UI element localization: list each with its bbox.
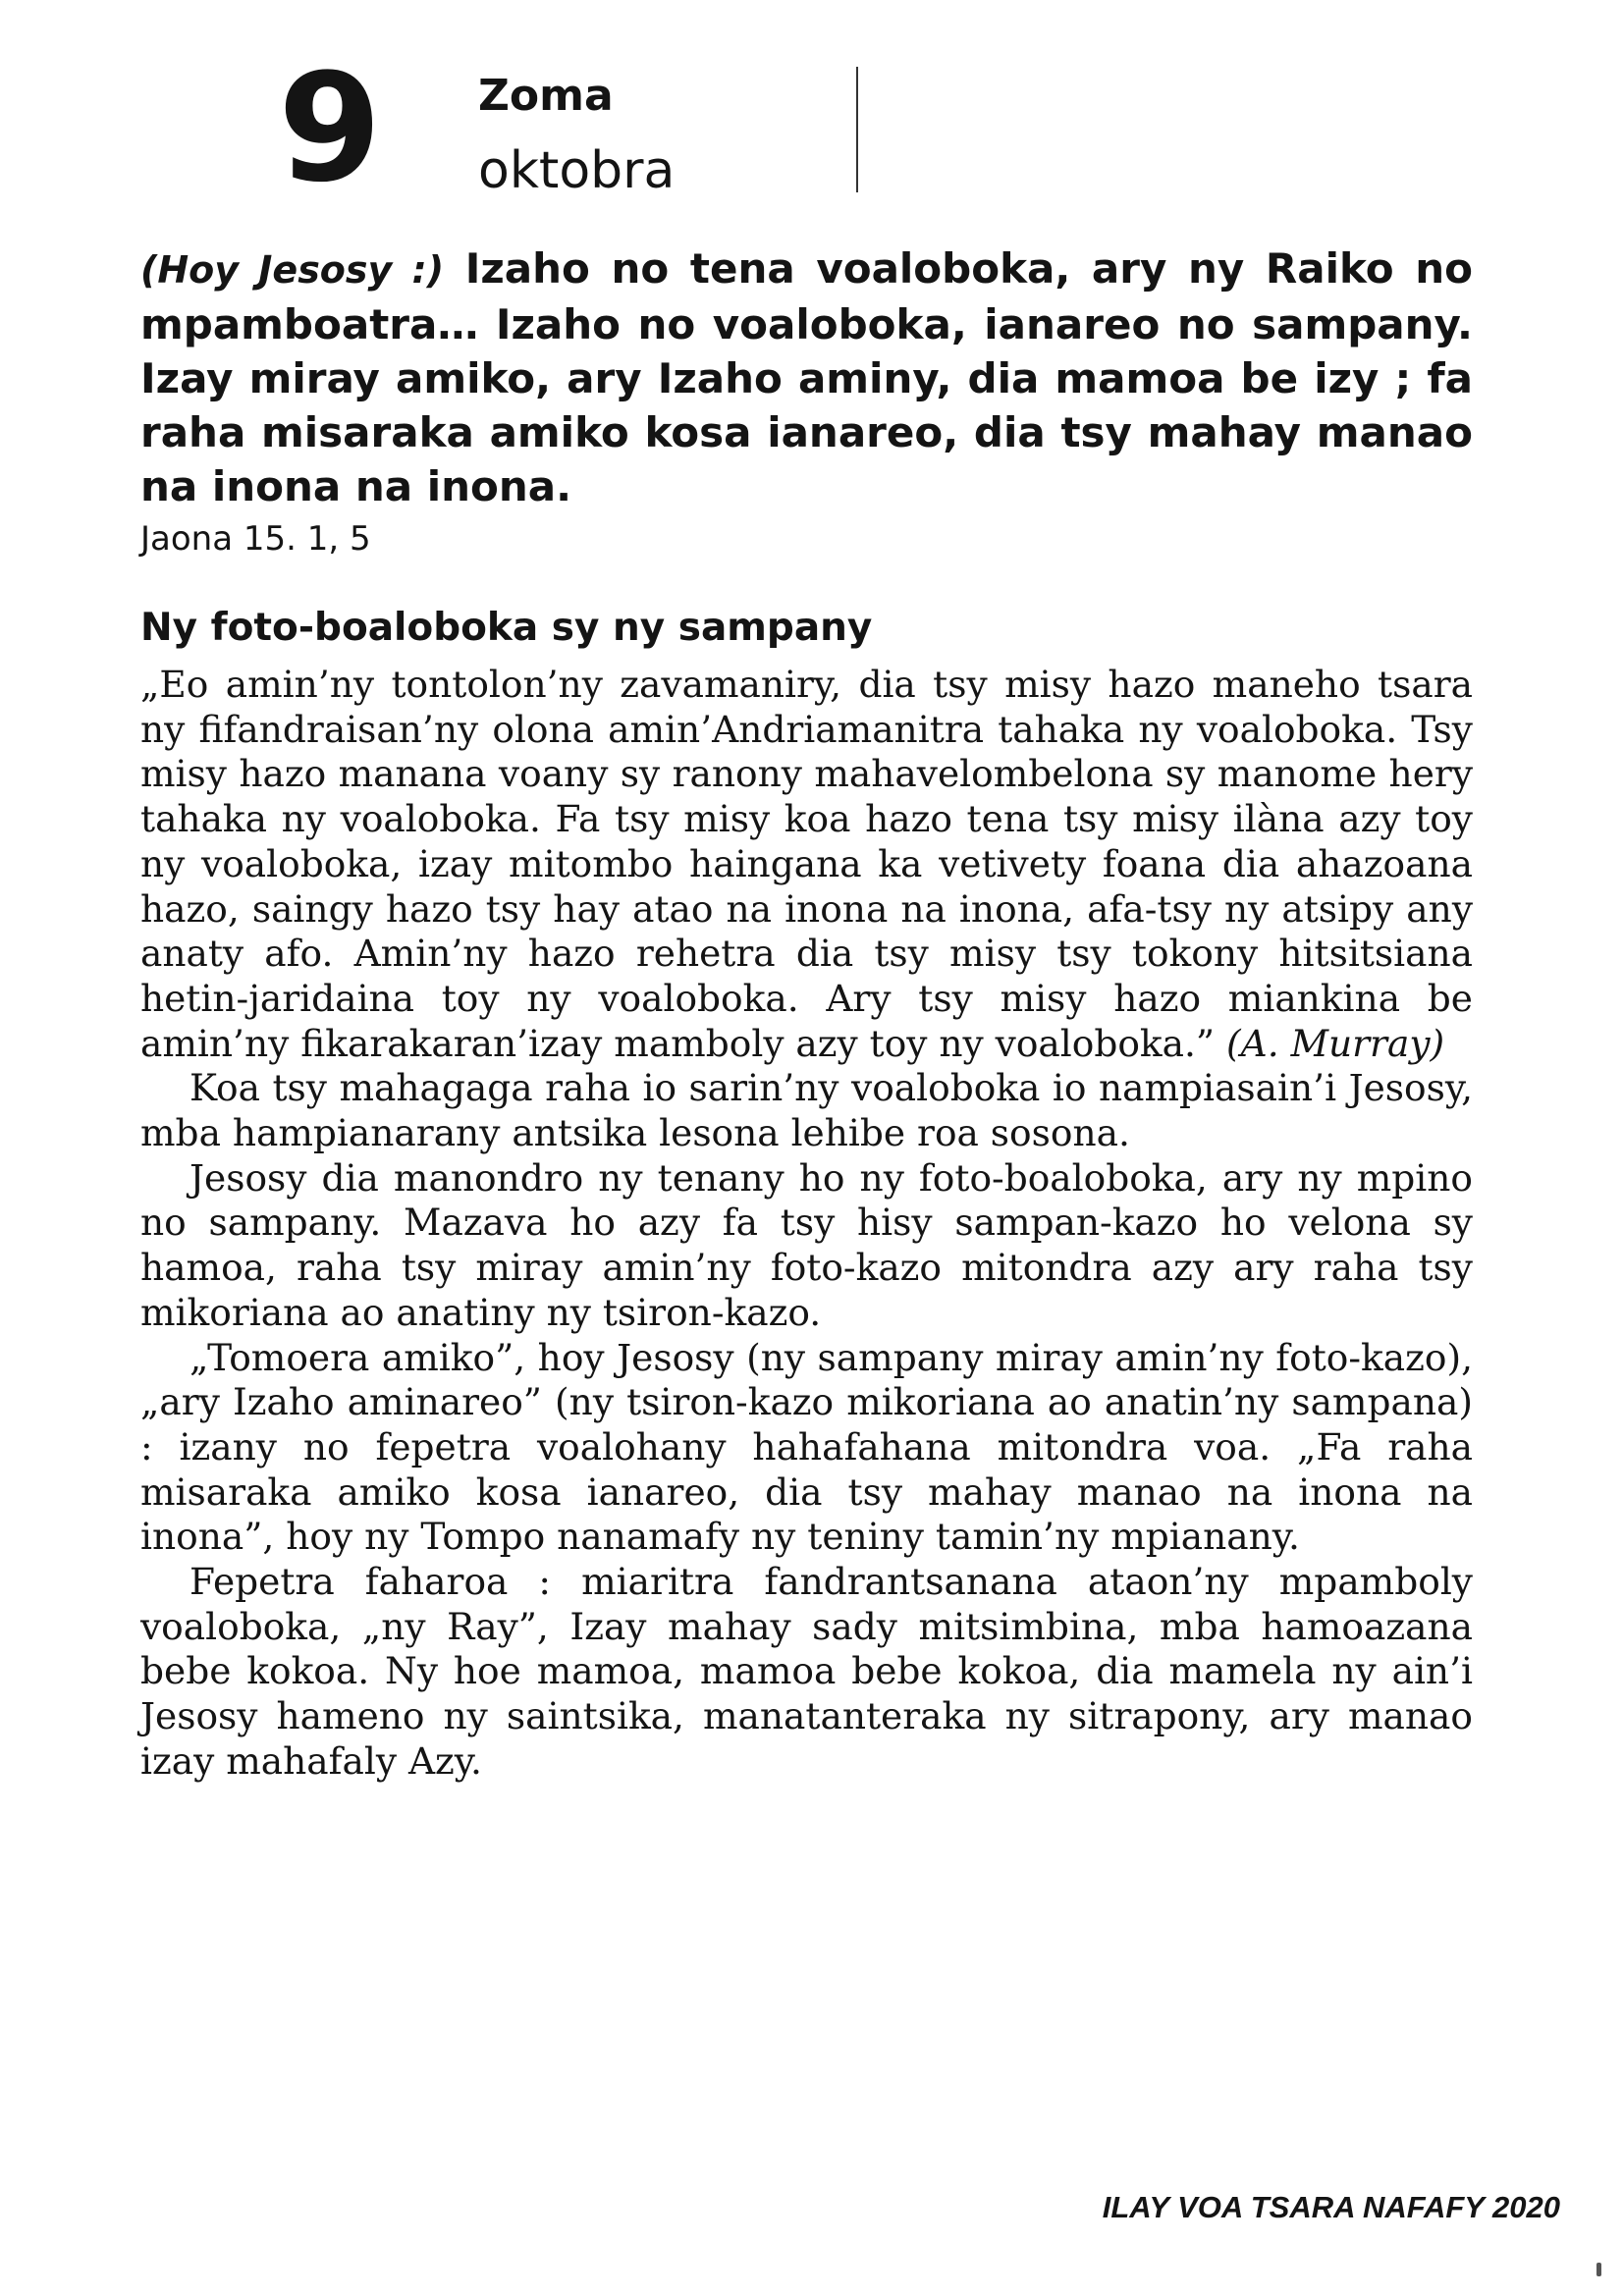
quote-attribution: (A. Murray) bbox=[1226, 1021, 1445, 1065]
header-divider bbox=[856, 67, 858, 192]
section-title: Ny foto-boaloboka sy ny sampany bbox=[140, 606, 873, 650]
footer-publication: ILAY VOA TSARA NAFAFY 2020 bbox=[1102, 2190, 1560, 2224]
body-paragraph-4: „Tomoera amiko”, hoy Jesosy (ny sampany miray amin’ny foto-kazo), „ary Izaho aminareo” (ny tsiron-kazo mikoriana ao anatin’ny sampana) : izany no fepetra voalohany hahafahana mitondra voa. „Fa raha misaraka amiko kosa ianareo, dia tsy mahay manao na inona na inona”, hoy ny Tompo nanamafy ny teniny tamin’ny mpianany. bbox=[140, 1335, 1473, 1559]
verse-text: Izaho no tena voaloboka, ary ny Raiko no mpamboatra… Izaho no voaloboka, ianareo no sampany. Izay miray amiko, ary Izaho aminy, dia mamoa be izy ; fa raha misaraka amiko kosa ianareo, dia tsy mahay manao na inona na inona. bbox=[140, 244, 1474, 510]
verse-speaker: (Hoy Jesosy :) bbox=[140, 248, 445, 292]
corner-mark bbox=[1596, 2263, 1601, 2276]
body-paragraph-3: Jesosy dia manondro ny tenany ho ny foto-boaloboka, ary ny mpino no sampany. Mazava ho azy fa tsy hisy sampan-kazo ho velona sy hamoa, raha tsy miray amin’ny foto-kazo mitondra azy ary raha tsy mikoriana ao anatiny ny tsiron-kazo. bbox=[140, 1155, 1473, 1334]
body-paragraph-quote bbox=[140, 663, 1473, 1066]
date-weekday: Zoma bbox=[478, 71, 614, 121]
body-paragraph-5: Fepetra faharoa : miaritra fandrantsanana ataon’ny mpamboly voaloboka, „ny Ray”, Izay mahay sady mitsimbina, mba hamoazana bebe kokoa. Ny hoe mamoa, mamoa bebe kokoa, dia mamela ny ain’i Jesosy hameno ny saintsika, manatanteraka ny sitrapony, ary manao izay mahafaly Azy. bbox=[140, 1560, 1473, 1783]
quote-text: „Eo amin’ny tontolon’ny zavamaniry, dia tsy misy hazo maneho tsara ny fifandraisan’ny olona amin’Andriamanitra tahaka ny voaloboka. Tsy misy hazo manana voany sy ranony mahavelombelona sy manome hery tahaka ny voaloboka. Fa tsy misy koa hazo tena tsy misy ilàna azy toy ny voaloboka, izay mitombo haingana ka vetivety foana dia ahazoana hazo, saingy hazo tsy hay atao na inona na inona, afa-tsy ny atsipy any anaty afo. Amin’ny hazo rehetra dia tsy misy tsy tokony hitsitsiana hetin-jaridaina toy ny voaloboka. Ary tsy misy hazo miankina be amin’ny fikarakaran’izay mamboly azy toy ny voaloboka.” bbox=[140, 663, 1473, 1065]
body-paragraph-2: Koa tsy mahagaga raha io sarin’ny voaloboka io nampiasain’i Jesosy, mba hampianarany antsika lesona lehibe roa sosona. bbox=[140, 1066, 1473, 1155]
date-month: oktobra bbox=[478, 141, 676, 200]
verse-reference: Jaona 15. 1, 5 bbox=[140, 519, 371, 559]
body-text bbox=[140, 663, 1473, 1785]
verse-block bbox=[140, 241, 1473, 513]
date-day-number: 9 bbox=[278, 41, 382, 215]
